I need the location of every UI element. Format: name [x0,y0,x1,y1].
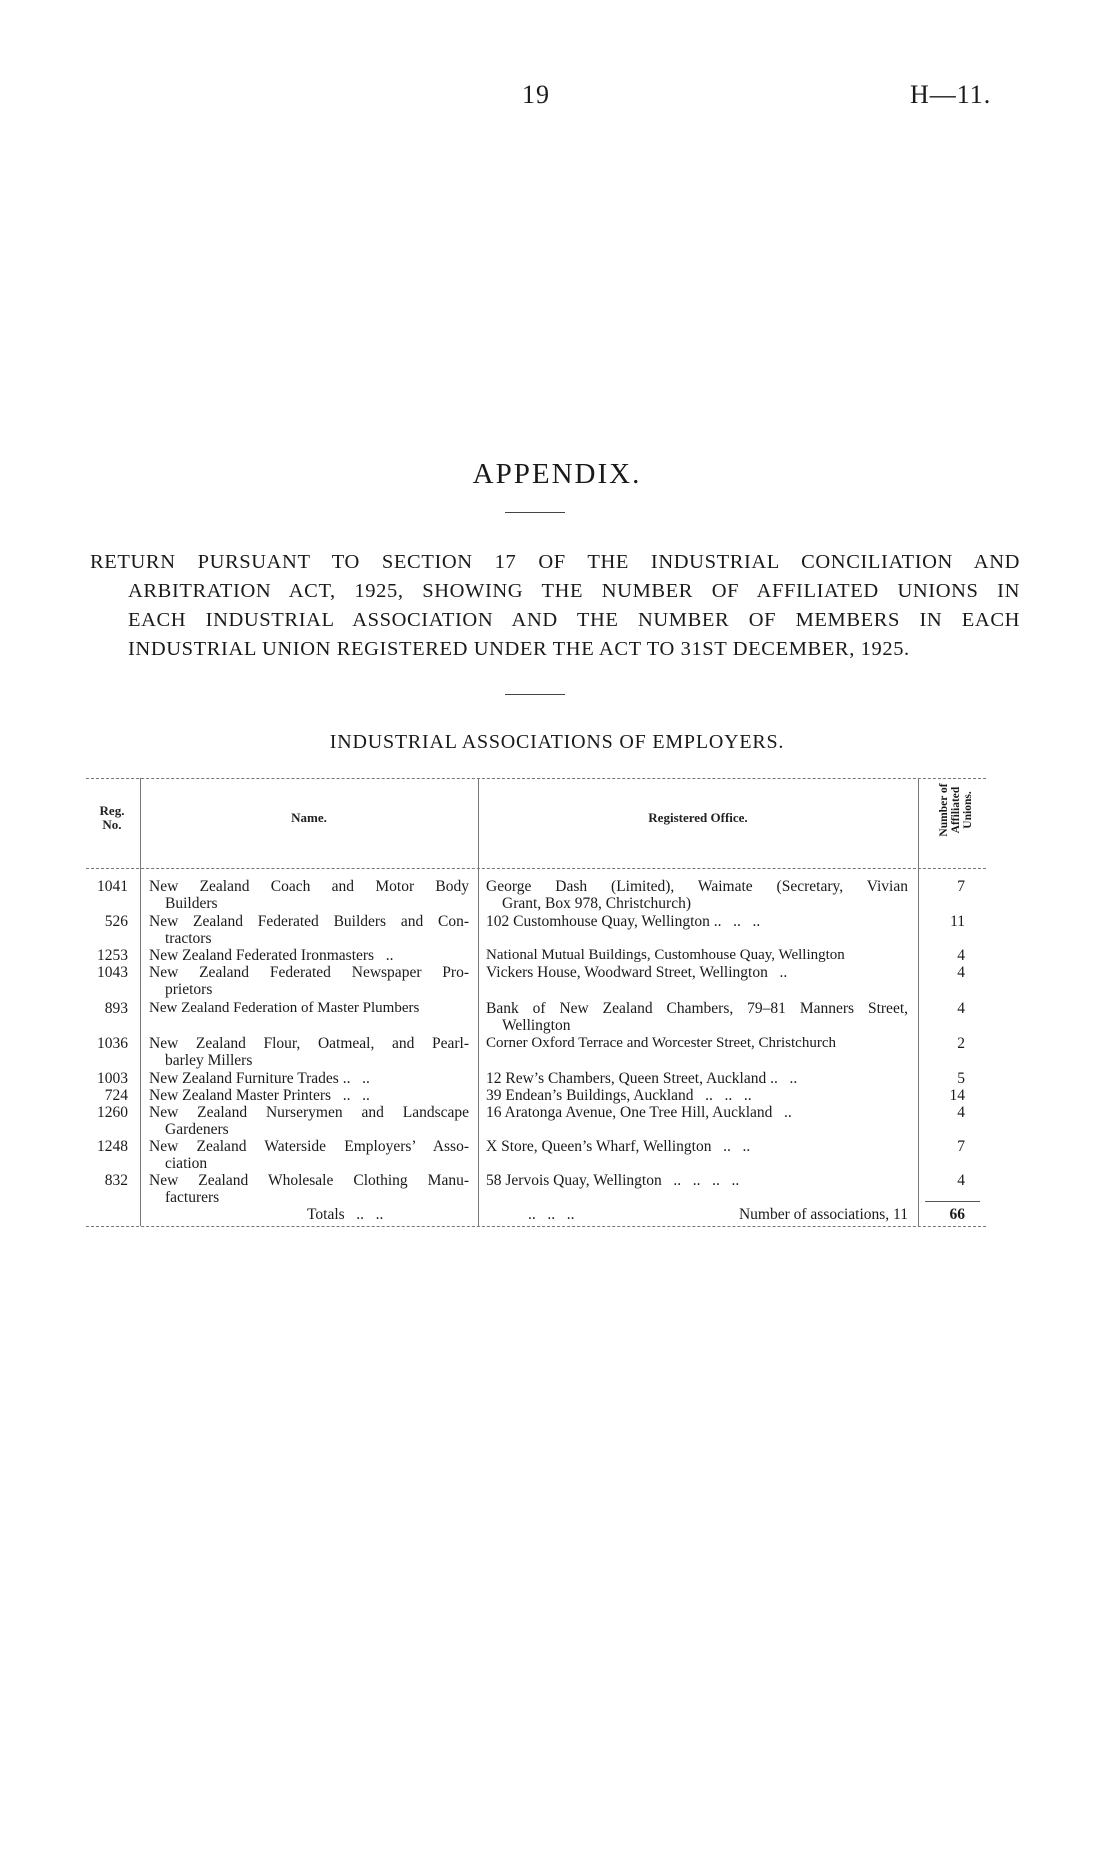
association-name: New Zealand Flour, Oatmeal, and Pearl- barley Millers [149,1035,469,1069]
affiliated-count: 4 [957,947,965,964]
registered-office: Vickers House, Woodward Street, Wellington .. [486,964,788,981]
total-affiliated-unions: 66 [949,1206,965,1223]
reg-no: 1036 [97,1035,128,1052]
registered-office: George Dash (Limited), Waimate (Secretary, Vivian Grant, Box 978, Christchurch) [486,878,908,912]
association-name: New Zealand Master Printers .. .. [149,1087,370,1104]
association-name: New Zealand Federated Builders and Con- tractors [149,913,469,947]
affiliated-count: 4 [957,1104,965,1121]
header-registered-office: Registered Office. [648,810,748,825]
return-title-line-1: RETURN PURSUANT TO SECTION 17 OF THE INDUSTRIAL CONCILIATION AND [90,551,1020,573]
registered-office: National Mutual Buildings, Customhouse Quay, Wellington [486,947,845,963]
registered-office: 39 Endean’s Buildings, Auckland .. .. .. [486,1087,752,1104]
registered-office: Bank of New Zealand Chambers, 79–81 Manners Street, Wellington [486,1000,908,1034]
header-bottom-rule [86,868,986,869]
reg-no: 1043 [97,964,128,981]
return-title-line-3: EACH INDUSTRIAL ASSOCIATION AND THE NUMBER OF MEMBERS IN EACH [128,609,1020,631]
reg-no: 1253 [97,947,128,964]
header-name: Name. [291,810,327,825]
appendix-title: APPENDIX. [472,458,642,490]
registered-office: 12 Rew’s Chambers, Queen Street, Auckland .. .. [486,1070,798,1087]
reg-no: 893 [104,1000,128,1017]
reg-no: 1248 [97,1138,128,1155]
header-affiliated-unions: Number of Affiliated Unions. [938,783,974,837]
return-title-line-4: INDUSTRIAL UNION REGISTERED UNDER THE ACT TO 31ST DECEMBER, 1925. [128,638,910,660]
registered-office: 16 Aratonga Avenue, One Tree Hill, Auckland .. [486,1104,792,1121]
affiliated-count: 2 [957,1035,965,1052]
affiliated-count: 11 [950,913,965,930]
association-name: New Zealand Waterside Employers’ Asso- ciation [149,1138,469,1172]
table-top-rule [86,778,986,779]
page-number: 19 [522,80,550,109]
association-name: New Zealand Wholesale Clothing Manu- facturers [149,1172,469,1206]
affiliated-count: 7 [957,878,965,895]
column-divider [918,778,919,1226]
reg-no: 1003 [97,1070,128,1087]
affiliated-count: 4 [957,964,965,981]
reg-no: 1260 [97,1104,128,1121]
registered-office: 58 Jervois Quay, Wellington .. .. .. .. [486,1172,740,1189]
association-name: New Zealand Nurserymen and Landscape Gardeners [149,1104,469,1138]
return-title [90,548,1020,664]
reg-no: 1041 [97,878,128,895]
association-name: New Zealand Federation of Master Plumbers [149,1000,420,1016]
return-title-line-2: ARBITRATION ACT, 1925, SHOWING THE NUMBER OF AFFILIATED UNIONS IN [128,580,1020,602]
section-rule [505,694,565,695]
reg-no: 832 [104,1172,128,1189]
association-name: New Zealand Coach and Motor Body Builders [149,878,469,912]
column-divider [140,778,141,1226]
header-reg-no: Reg. No. [99,803,125,832]
title-rule [505,512,565,513]
affiliated-count: 4 [957,1000,965,1017]
section-title: INDUSTRIAL ASSOCIATIONS OF EMPLOYERS. [329,731,785,753]
registered-office: 102 Customhouse Quay, Wellington .. .. .. [486,913,761,930]
affiliated-count: 14 [949,1087,965,1104]
totals-label: Totals .. .. [307,1206,384,1223]
affiliated-count: 5 [957,1070,965,1087]
number-of-associations: Number of associations, 11 [738,1206,908,1223]
association-name: New Zealand Furniture Trades .. .. [149,1070,370,1087]
reg-no: 724 [104,1087,128,1104]
affiliated-count: 7 [957,1138,965,1155]
affiliated-count: 4 [957,1172,965,1189]
association-name: New Zealand Federated Ironmasters .. [149,947,394,964]
totals-leader-dots: .. .. .. [528,1206,575,1223]
reg-no: 526 [104,913,128,930]
column-divider [478,778,479,1226]
registered-office: Corner Oxford Terrace and Worcester Street, Christchurch [486,1035,836,1051]
table-bottom-rule [86,1226,986,1227]
association-name: New Zealand Federated Newspaper Pro- prietors [149,964,469,998]
registered-office: X Store, Queen’s Wharf, Wellington .. .. [486,1138,751,1155]
document-reference: H—11. [910,80,992,109]
totals-rule [925,1201,980,1202]
